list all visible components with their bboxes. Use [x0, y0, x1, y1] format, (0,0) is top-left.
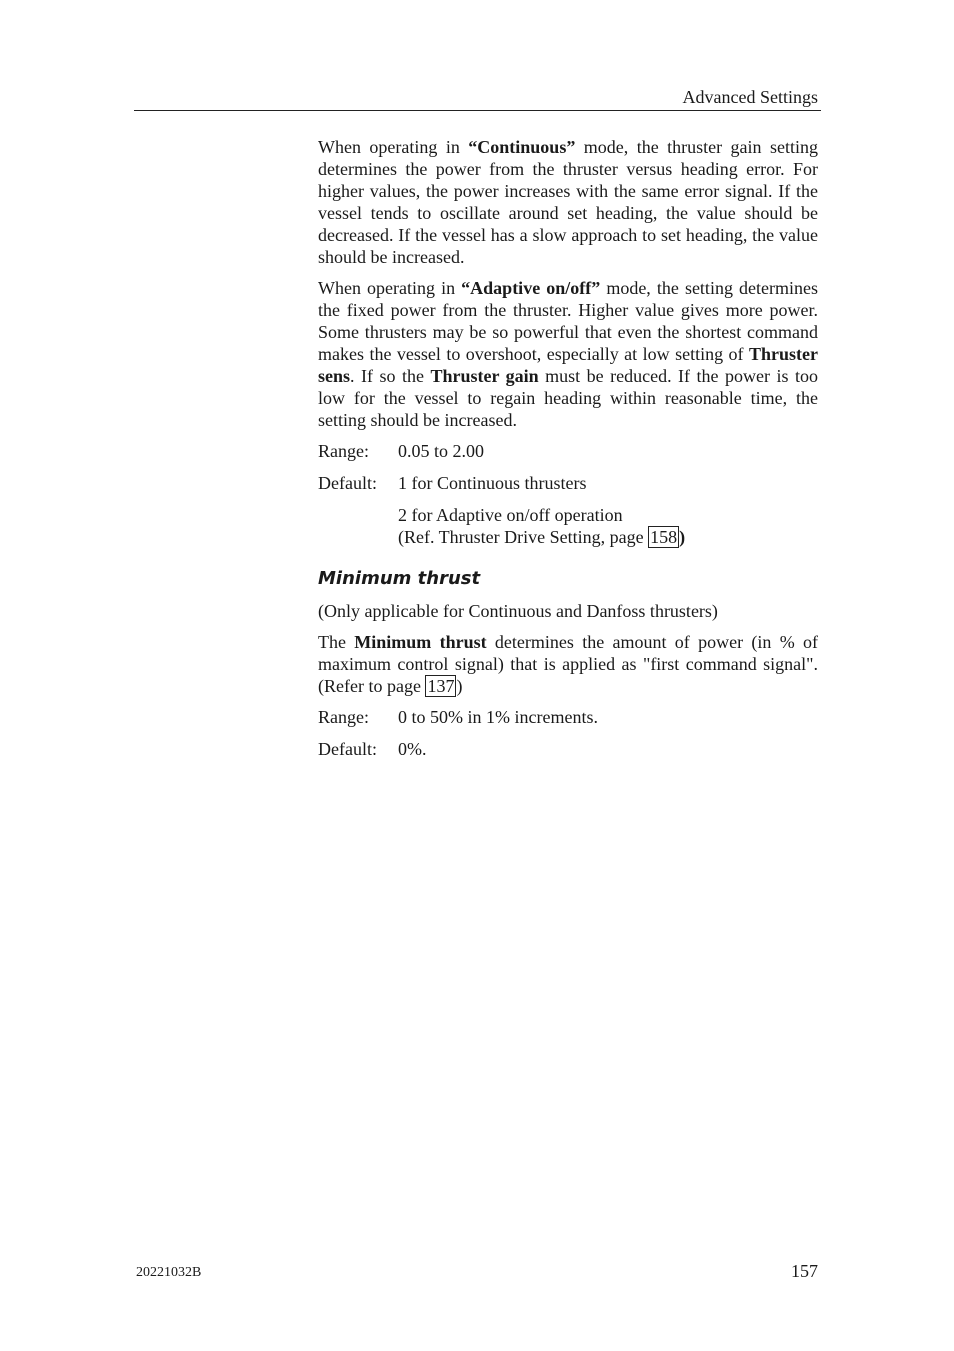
default-label: Default:	[318, 473, 377, 493]
page-body	[318, 136, 818, 770]
bold-term-adaptive: “Adaptive on/off”	[461, 278, 601, 298]
default-row	[318, 738, 818, 760]
paragraph-applicability: (Only applicable for Continuous and Danfoss thrusters)	[318, 601, 718, 621]
text: mode, the setting determines the fixed power from the thruster. Higher value gives more power. Some thrusters may be so powerful that even the shortest command makes the vessel to overshoot, especially at low setting of	[318, 278, 818, 364]
range-value: 0.05 to 2.00	[398, 441, 485, 461]
text: . If so the	[350, 366, 431, 386]
header-divider	[134, 110, 821, 111]
default-label: Default:	[318, 739, 377, 759]
range-label: Range:	[318, 707, 369, 727]
paragraph-minimum-thrust	[318, 631, 818, 697]
page-reference-link[interactable]: 158	[650, 527, 678, 547]
text: )	[679, 527, 686, 547]
text: When operating in	[318, 137, 469, 157]
text: mode, the thruster gain setting determines the power from the thruster versus heading error. For higher values, the power increases with the same error signal. If the vessel tends to oscillate around set heading, the value should be decreased. If the vessel has a slow approach to set heading, the value should be increased.	[318, 137, 818, 267]
default-value: 0%.	[398, 739, 427, 759]
range-row	[318, 440, 818, 462]
range-label: Range:	[318, 441, 369, 461]
bold-term-thruster-gain: Thruster gain	[430, 366, 539, 386]
paragraph-adaptive-mode	[318, 277, 818, 431]
text: )	[456, 676, 463, 696]
bold-term-thruster-sens: Thruster sens	[318, 344, 818, 386]
text: determines the amount of power (in % of maximum control signal) that is applied as "first command signal". (Refer to page	[318, 632, 818, 696]
default-line-reference	[398, 526, 818, 548]
bold-term-minimum-thrust: Minimum thrust	[354, 632, 487, 652]
page-header-title: Advanced Settings	[682, 87, 818, 107]
default-continuation	[398, 504, 818, 548]
paragraph-continuous-mode	[318, 136, 818, 268]
page-number: 157	[791, 1261, 818, 1281]
text: When operating in	[318, 278, 462, 298]
text: must be reduced. If the power is too low for the vessel to regain heading within reasonable time, the setting should be increased.	[318, 366, 818, 430]
default-row	[318, 472, 818, 494]
bold-term-continuous: “Continuous”	[468, 137, 576, 157]
text: The	[318, 632, 355, 652]
default-value: 1 for Continuous thrusters	[398, 473, 587, 493]
text: (Ref. Thruster Drive Setting, page	[398, 527, 649, 547]
page-reference-link[interactable]: 137	[427, 676, 455, 696]
default-line-adaptive: 2 for Adaptive on/off operation	[398, 505, 623, 525]
document-number: 20221032B	[136, 1265, 202, 1280]
section-heading-minimum-thrust: Minimum thrust	[318, 568, 481, 589]
range-row	[318, 706, 818, 728]
range-value: 0 to 50% in 1% increments.	[398, 707, 598, 727]
